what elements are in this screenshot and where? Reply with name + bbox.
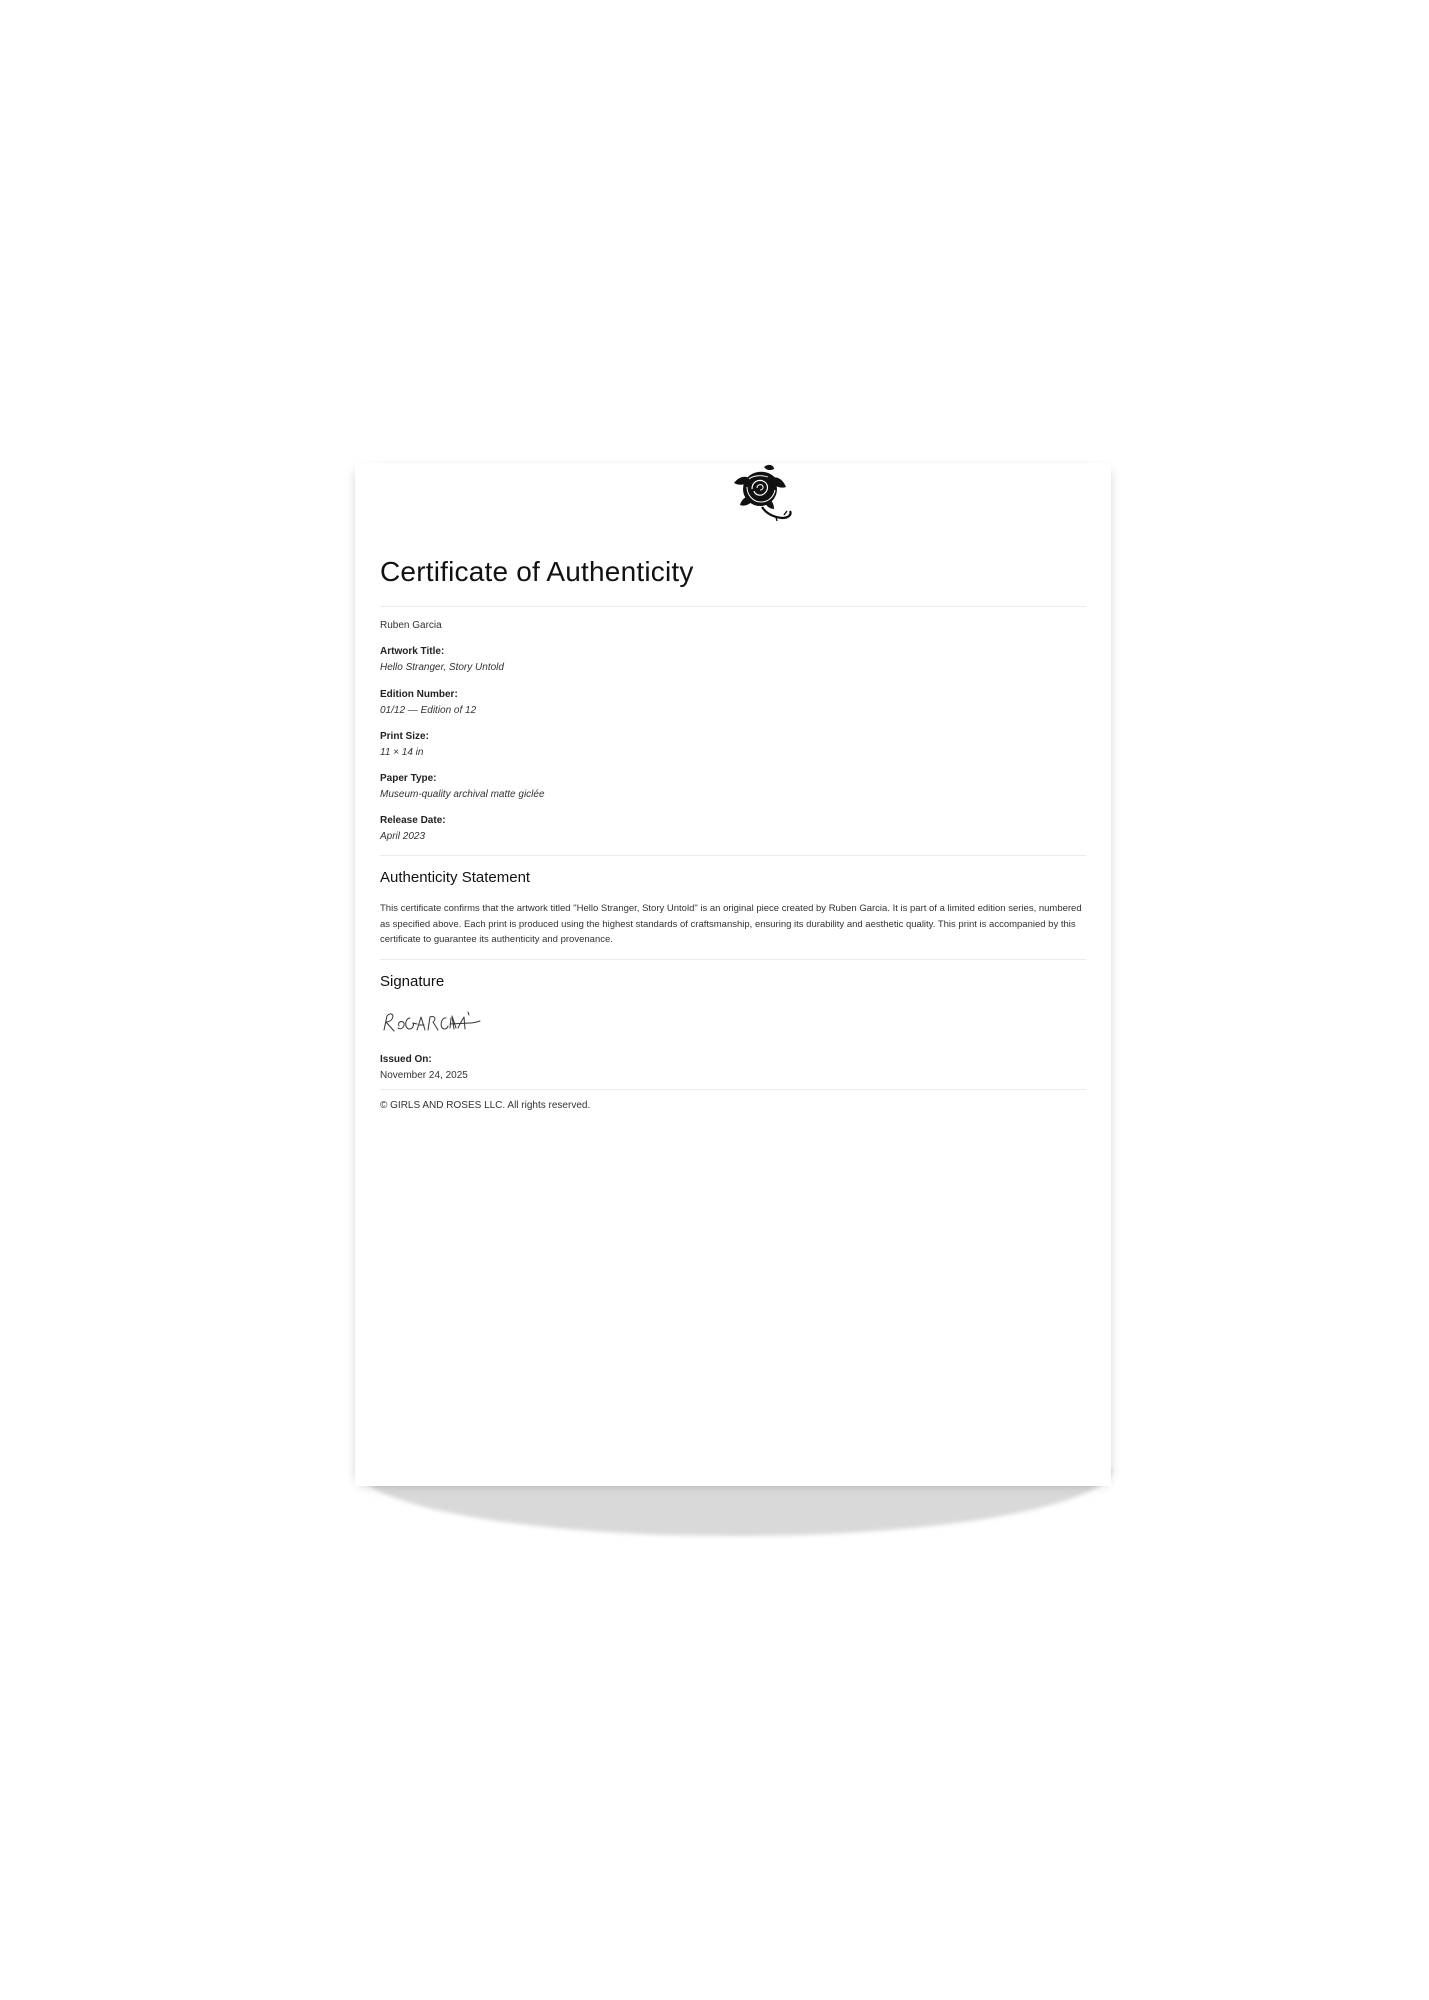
field-value: November 24, 2025 <box>380 1070 468 1081</box>
field-value: April 2023 <box>380 831 426 842</box>
field-label: Paper Type: <box>380 773 437 784</box>
rose-logo-icon <box>724 463 796 525</box>
copyright-footer: © GIRLS AND ROSES LLC. All rights reserved. <box>380 1100 591 1111</box>
field-value: 11 × 14 in <box>380 747 424 758</box>
divider <box>380 1089 1086 1090</box>
artist-name: Ruben Garcia <box>380 620 442 631</box>
certificate-page <box>355 463 1111 1486</box>
field-label: Issued On: <box>380 1054 432 1065</box>
field-label: Release Date: <box>380 815 446 826</box>
divider <box>380 606 1086 607</box>
handwritten-signature <box>380 1004 490 1038</box>
field-paper-type <box>380 771 545 803</box>
field-release-date <box>380 813 446 845</box>
field-artwork-title <box>380 644 504 676</box>
statement-body: This certificate confirms that the artwork titled "Hello Stranger, Story Untold" is an original piece created by Ruben Garcia. It is part of a limited edition series, numbered as specified above. Each print is produced using the highest standards of craftsmanship, ensuring its durability and aesthetic quality. This print is accompanied by this certificate to guarantee its authenticity and provenance. <box>380 903 1082 945</box>
field-value: Museum-quality archival matte giclée <box>380 789 545 800</box>
page-title: Certificate of Authenticity <box>380 556 694 587</box>
divider <box>380 959 1086 960</box>
field-label: Artwork Title: <box>380 646 445 657</box>
field-value: Hello Stranger, Story Untold <box>380 662 504 673</box>
field-issued-on <box>380 1052 468 1084</box>
field-label: Print Size: <box>380 731 429 742</box>
divider <box>380 855 1086 856</box>
field-edition-number <box>380 687 476 719</box>
field-print-size <box>380 729 429 761</box>
field-label: Edition Number: <box>380 689 458 700</box>
statement-heading: Authenticity Statement <box>380 869 531 886</box>
field-value: 01/12 — Edition of 12 <box>380 705 477 716</box>
signature-heading: Signature <box>380 973 445 990</box>
